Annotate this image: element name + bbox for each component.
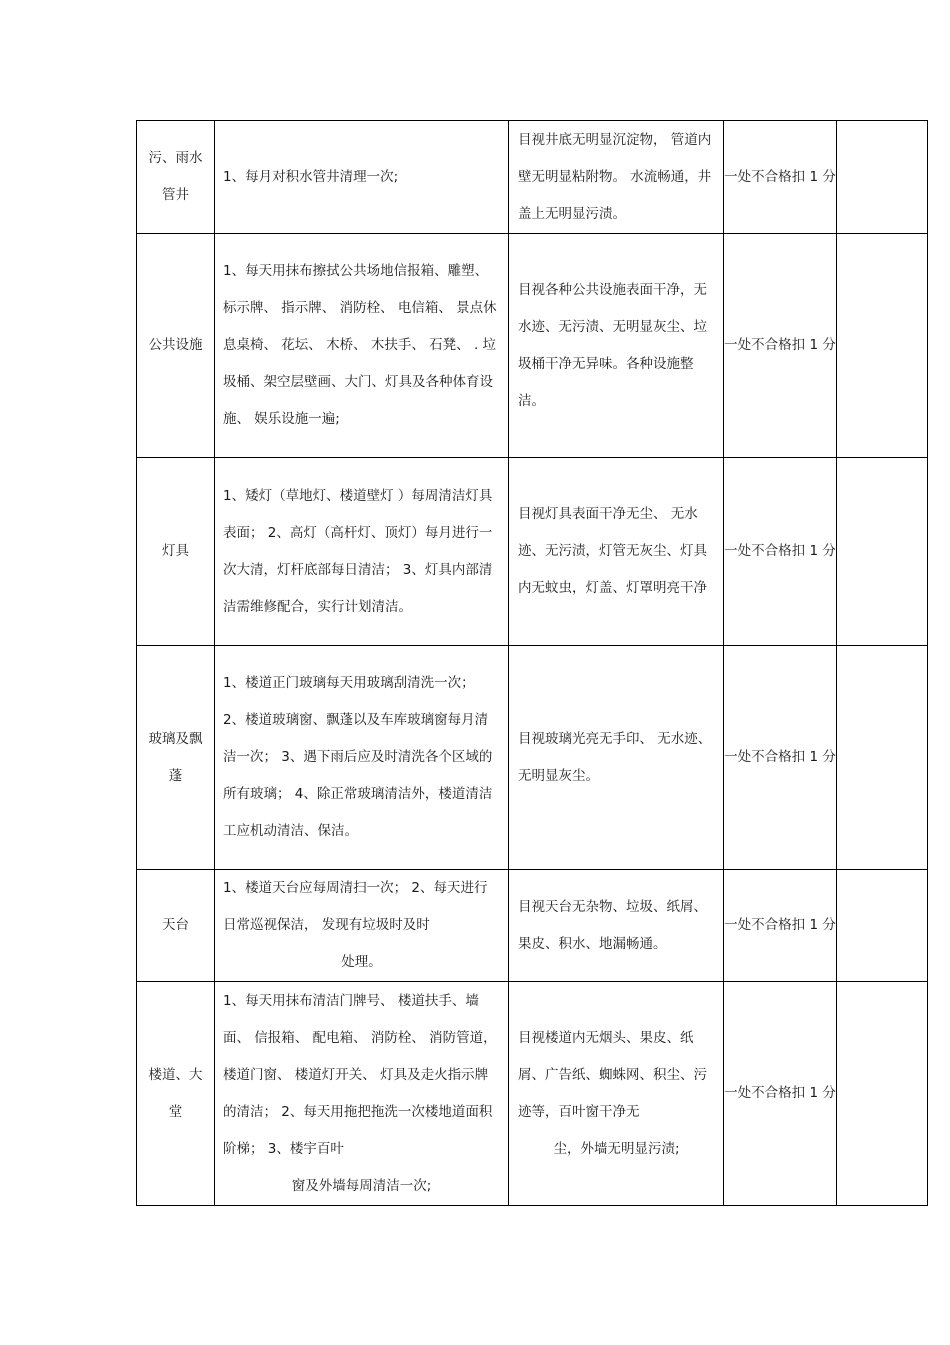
score-cell: 一处不合格扣 1 分 (724, 234, 837, 458)
standard-cell: 目视各种公共设施表面干净，无水迹、无污渍、无明显灰尘、垃圾桶干净无异味。各种设施整洁。 (509, 234, 724, 458)
area-cell: 楼道、大堂 (137, 982, 215, 1206)
score-cell: 一处不合格扣 1 分 (724, 870, 837, 982)
content-cell: 1、楼道正门玻璃每天用玻璃刮清洗一次； 2、楼道玻璃窗、飘蓬以及车库玻璃窗每月清洁一次； 3、遇下雨后应及时清洗各个区域的所有玻璃； 4、除正常玻璃清洁外，楼道清洁工应机动清洁、保洁。 (215, 646, 509, 870)
standard-cell: 目视灯具表面干净无尘、 无水迹、无污渍，灯管无灰尘、灯具内无蚊虫，灯盖、灯罩明亮干净 (509, 458, 724, 646)
table-row (137, 870, 928, 982)
table-row (137, 458, 928, 646)
standard-cell: 目视井底无明显沉淀物， 管道内壁无明显粘附物。 水流畅通，井盖上无明显污渍。 (509, 121, 724, 234)
note-cell (837, 234, 928, 458)
content-cell: 1、每天用抹布擦拭公共场地信报箱、雕塑、 标示牌、 指示牌、 消防栓、 电信箱、 景点休息桌椅、 花坛、 木桥、 木扶手、 石凳、 . 垃圾桶、架空层壁画、大门、灯具及各种体育设施、 娱乐设施一遍; (215, 234, 509, 458)
table-row (137, 982, 928, 1206)
table-row (137, 646, 928, 870)
note-cell (837, 646, 928, 870)
note-cell (837, 982, 928, 1206)
score-cell: 一处不合格扣 1 分 (724, 458, 837, 646)
area-cell: 玻璃及飘蓬 (137, 646, 215, 870)
score-cell: 一处不合格扣 1 分 (724, 646, 837, 870)
standard-cell: 目视天台无杂物、垃圾、纸屑、果皮、积水、地漏畅通。 (509, 870, 724, 982)
note-cell (837, 870, 928, 982)
content-cell: 1、每天用抹布清洁门牌号、 楼道扶手、墙面、 信报箱、 配电箱、 消防栓、 消防管道， 楼道门窗、 楼道灯开关、 灯具及走火指示牌的清洁； 2、每天用拖把拖洗一次楼地道面积阶梯； 3、楼宇百叶 窗及外墙每周清洁一次; (215, 982, 509, 1206)
content-cell: 1、楼道天台应每周清扫一次； 2、每天进行日常巡视保洁， 发现有垃圾时及时 处理。 (215, 870, 509, 982)
area-cell: 灯具 (137, 458, 215, 646)
standard-cell: 目视玻璃光亮无手印、 无水迹、无明显灰尘。 (509, 646, 724, 870)
cleaning-standards-table (136, 120, 928, 1206)
content-cell: 1、矮灯（草地灯、楼道壁灯 ）每周清洁灯具表面； 2、高灯（高杆灯、顶灯）每月进行一次大清，灯杆底部每日清洁； 3、灯具内部清洁需维修配合，实行计划清洁。 (215, 458, 509, 646)
area-cell: 公共设施 (137, 234, 215, 458)
table-row (137, 234, 928, 458)
score-cell: 一处不合格扣 1 分 (724, 982, 837, 1206)
content-cell: 1、每月对积水管井清理一次; (215, 121, 509, 234)
score-cell: 一处不合格扣 1 分 (724, 121, 837, 234)
area-cell: 天台 (137, 870, 215, 982)
note-cell (837, 458, 928, 646)
area-cell: 污、雨水管井 (137, 121, 215, 234)
standard-cell: 目视楼道内无烟头、果皮、纸屑、广告纸、蜘蛛网、积尘、污迹等，百叶窗干净无 尘，外墙无明显污渍; (509, 982, 724, 1206)
table-row (137, 121, 928, 234)
note-cell (837, 121, 928, 234)
